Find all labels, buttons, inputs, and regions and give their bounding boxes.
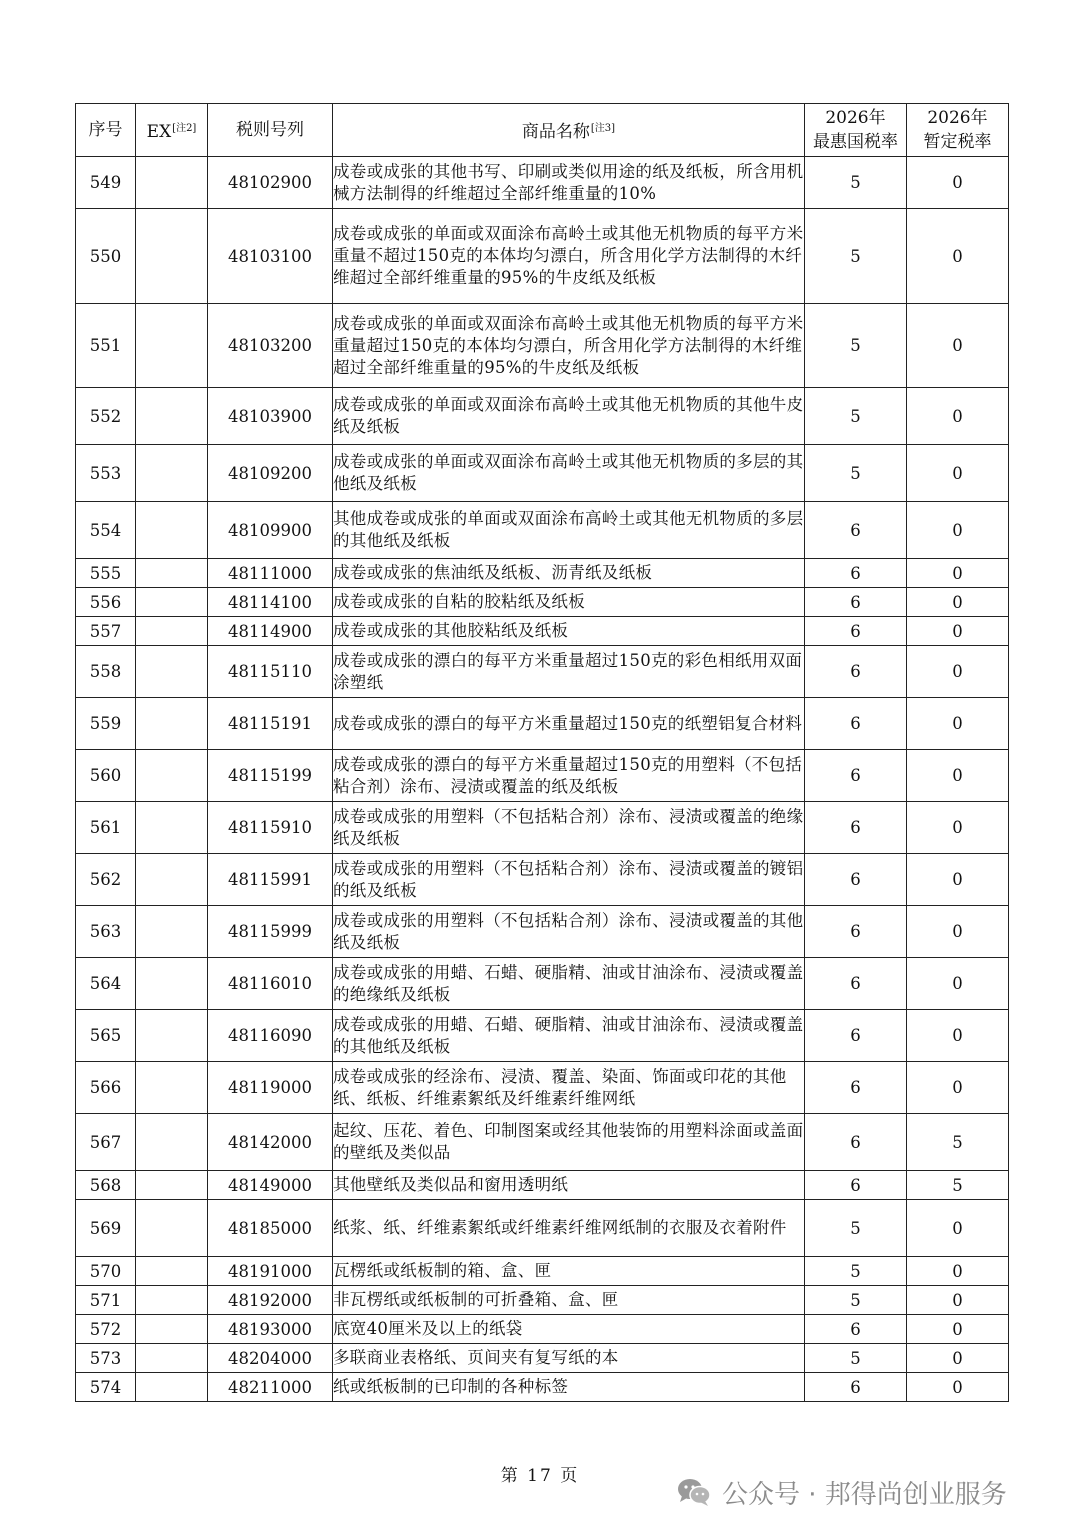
table-row [76, 588, 1009, 617]
header-prov-year: 2026年 [927, 108, 988, 128]
row-tariff-code: 48115991 [208, 854, 333, 906]
row-provisional-rate: 5 [907, 1171, 1009, 1200]
row-provisional-rate: 0 [907, 802, 1009, 854]
row-product-name: 成卷或成张的经涂布、浸渍、覆盖、染面、饰面或印花的其他纸、纸板、纤维素絮纸及纤维素纤维网纸 [333, 1062, 805, 1114]
row-mfn-rate: 5 [805, 209, 907, 304]
table-row [76, 157, 1009, 209]
row-product-name: 成卷或成张的用蜡、石蜡、硬脂精、油或甘油涂布、浸渍或覆盖的绝缘纸及纸板 [333, 958, 805, 1010]
row-ex [136, 304, 208, 388]
row-ex [136, 388, 208, 445]
row-number: 564 [76, 958, 136, 1010]
row-ex [136, 559, 208, 588]
row-number: 569 [76, 1200, 136, 1257]
row-number: 560 [76, 750, 136, 802]
row-product-name: 成卷或成张的单面或双面涂布高岭土或其他无机物质的每平方米重量不超过150克的本体均匀漂白，所含用化学方法制得的木纤维超过全部纤维重量的95%的牛皮纸及纸板 [333, 209, 805, 304]
row-tariff-code: 48103200 [208, 304, 333, 388]
row-mfn-rate: 5 [805, 1200, 907, 1257]
row-provisional-rate: 0 [907, 854, 1009, 906]
wechat-icon [676, 1477, 712, 1507]
row-number: 572 [76, 1315, 136, 1344]
row-provisional-rate: 0 [907, 1286, 1009, 1315]
row-provisional-rate: 0 [907, 1315, 1009, 1344]
header-name-note: [注3] [590, 122, 616, 134]
row-provisional-rate: 0 [907, 157, 1009, 209]
table-row [76, 445, 1009, 502]
table-row [76, 646, 1009, 698]
row-ex [136, 1062, 208, 1114]
row-ex [136, 1257, 208, 1286]
row-ex [136, 1114, 208, 1171]
row-provisional-rate: 0 [907, 1373, 1009, 1402]
row-number: 554 [76, 502, 136, 559]
row-ex [136, 588, 208, 617]
row-tariff-code: 48115910 [208, 802, 333, 854]
row-mfn-rate: 6 [805, 1010, 907, 1062]
table-row [76, 388, 1009, 445]
row-mfn-rate: 6 [805, 698, 907, 750]
row-number: 557 [76, 617, 136, 646]
header-ex-note: [注2] [172, 122, 197, 134]
table-row [76, 304, 1009, 388]
row-ex [136, 502, 208, 559]
row-provisional-rate: 0 [907, 1257, 1009, 1286]
row-number: 565 [76, 1010, 136, 1062]
row-tariff-code: 48103900 [208, 388, 333, 445]
table-row [76, 1344, 1009, 1373]
row-number: 573 [76, 1344, 136, 1373]
table-body [76, 157, 1009, 1402]
row-ex [136, 1315, 208, 1344]
row-number: 562 [76, 854, 136, 906]
row-product-name: 成卷或成张的其他胶粘纸及纸板 [333, 617, 805, 646]
table-row [76, 617, 1009, 646]
row-provisional-rate: 0 [907, 1062, 1009, 1114]
row-product-name: 成卷或成张的焦油纸及纸板、沥青纸及纸板 [333, 559, 805, 588]
table-row [76, 1171, 1009, 1200]
row-product-name: 非瓦楞纸或纸板制的可折叠箱、盒、匣 [333, 1286, 805, 1315]
row-product-name: 成卷或成张的自粘的胶粘纸及纸板 [333, 588, 805, 617]
header-mfn-year: 2026年 [825, 108, 886, 128]
row-provisional-rate: 0 [907, 502, 1009, 559]
row-provisional-rate: 0 [907, 1344, 1009, 1373]
row-tariff-code: 48211000 [208, 1373, 333, 1402]
row-provisional-rate: 0 [907, 1010, 1009, 1062]
row-ex [136, 1171, 208, 1200]
header-provisional-rate [907, 104, 1009, 157]
table-row [76, 1200, 1009, 1257]
row-tariff-code: 48116090 [208, 1010, 333, 1062]
row-number: 550 [76, 209, 136, 304]
row-tariff-code: 48115999 [208, 906, 333, 958]
row-tariff-code: 48115191 [208, 698, 333, 750]
header-code: 税则号列 [208, 104, 333, 157]
header-ex-label: EX [146, 121, 172, 142]
row-ex [136, 854, 208, 906]
row-product-name: 成卷或成张的漂白的每平方米重量超过150克的用塑料（不包括粘合剂）涂布、浸渍或覆盖的纸及纸板 [333, 750, 805, 802]
row-number: 558 [76, 646, 136, 698]
row-product-name: 成卷或成张的用塑料（不包括粘合剂）涂布、浸渍或覆盖的绝缘纸及纸板 [333, 802, 805, 854]
row-product-name: 其他成卷或成张的单面或双面涂布高岭土或其他无机物质的多层的其他纸及纸板 [333, 502, 805, 559]
header-ex [136, 104, 208, 157]
row-ex [136, 958, 208, 1010]
row-mfn-rate: 6 [805, 1315, 907, 1344]
row-tariff-code: 48115199 [208, 750, 333, 802]
row-tariff-code: 48102900 [208, 157, 333, 209]
watermark [676, 1474, 1007, 1510]
table-row [76, 1373, 1009, 1402]
row-product-name: 瓦楞纸或纸板制的箱、盒、匣 [333, 1257, 805, 1286]
row-tariff-code: 48114900 [208, 617, 333, 646]
row-mfn-rate: 6 [805, 617, 907, 646]
table-row [76, 802, 1009, 854]
table-row [76, 1257, 1009, 1286]
row-number: 552 [76, 388, 136, 445]
row-tariff-code: 48142000 [208, 1114, 333, 1171]
row-number: 555 [76, 559, 136, 588]
row-ex [136, 750, 208, 802]
row-provisional-rate: 0 [907, 1200, 1009, 1257]
row-tariff-code: 48109900 [208, 502, 333, 559]
header-name-label: 商品名称 [521, 121, 590, 142]
row-number: 551 [76, 304, 136, 388]
table-row [76, 698, 1009, 750]
row-number: 556 [76, 588, 136, 617]
row-tariff-code: 48185000 [208, 1200, 333, 1257]
row-product-name: 成卷或成张的漂白的每平方米重量超过150克的彩色相纸用双面涂塑纸 [333, 646, 805, 698]
header-name [333, 104, 805, 157]
page-number: 第 17 页 [500, 1466, 580, 1486]
row-tariff-code: 48111000 [208, 559, 333, 588]
row-mfn-rate: 6 [805, 646, 907, 698]
table-row [76, 906, 1009, 958]
row-product-name: 成卷或成张的单面或双面涂布高岭土或其他无机物质的其他牛皮纸及纸板 [333, 388, 805, 445]
row-mfn-rate: 6 [805, 854, 907, 906]
watermark-text: 公众号 · 邦得尚创业服务 [722, 1479, 1007, 1510]
table-row [76, 1114, 1009, 1171]
row-tariff-code: 48103100 [208, 209, 333, 304]
row-mfn-rate: 5 [805, 388, 907, 445]
row-tariff-code: 48119000 [208, 1062, 333, 1114]
table-row [76, 1315, 1009, 1344]
row-mfn-rate: 5 [805, 445, 907, 502]
table-row [76, 854, 1009, 906]
header-mfn-rate [805, 104, 907, 157]
row-mfn-rate: 6 [805, 958, 907, 1010]
row-provisional-rate: 0 [907, 209, 1009, 304]
row-mfn-rate: 6 [805, 1373, 907, 1402]
header-prov-label: 暂定税率 [923, 132, 992, 152]
row-provisional-rate: 0 [907, 698, 1009, 750]
row-provisional-rate: 5 [907, 1114, 1009, 1171]
row-ex [136, 1344, 208, 1373]
header-mfn-label: 最惠国税率 [813, 132, 898, 152]
row-number: 561 [76, 802, 136, 854]
row-product-name: 多联商业表格纸、页间夹有复写纸的本 [333, 1344, 805, 1373]
row-mfn-rate: 6 [805, 1114, 907, 1171]
row-number: 566 [76, 1062, 136, 1114]
row-mfn-rate: 6 [805, 588, 907, 617]
row-product-name: 起纹、压花、着色、印制图案或经其他装饰的用塑料涂面或盖面的壁纸及类似品 [333, 1114, 805, 1171]
row-number: 574 [76, 1373, 136, 1402]
row-number: 563 [76, 906, 136, 958]
row-mfn-rate: 5 [805, 1344, 907, 1373]
row-provisional-rate: 0 [907, 646, 1009, 698]
row-provisional-rate: 0 [907, 445, 1009, 502]
table-row [76, 750, 1009, 802]
header-seq: 序号 [76, 104, 136, 157]
row-ex [136, 157, 208, 209]
row-provisional-rate: 0 [907, 388, 1009, 445]
table-header [76, 104, 1009, 157]
row-ex [136, 1286, 208, 1315]
row-product-name: 其他壁纸及类似品和窗用透明纸 [333, 1171, 805, 1200]
row-tariff-code: 48149000 [208, 1171, 333, 1200]
row-tariff-code: 48116010 [208, 958, 333, 1010]
row-mfn-rate: 6 [805, 502, 907, 559]
row-product-name: 成卷或成张的单面或双面涂布高岭土或其他无机物质的多层的其他纸及纸板 [333, 445, 805, 502]
row-mfn-rate: 6 [805, 559, 907, 588]
row-ex [136, 445, 208, 502]
row-provisional-rate: 0 [907, 750, 1009, 802]
row-provisional-rate: 0 [907, 906, 1009, 958]
row-mfn-rate: 5 [805, 157, 907, 209]
row-number: 570 [76, 1257, 136, 1286]
row-number: 559 [76, 698, 136, 750]
row-tariff-code: 48193000 [208, 1315, 333, 1344]
row-provisional-rate: 0 [907, 559, 1009, 588]
row-ex [136, 646, 208, 698]
row-ex [136, 209, 208, 304]
row-product-name: 成卷或成张的用蜡、石蜡、硬脂精、油或甘油涂布、浸渍或覆盖的其他纸及纸板 [333, 1010, 805, 1062]
row-ex [136, 1373, 208, 1402]
table-row [76, 1286, 1009, 1315]
row-product-name: 底宽40厘米及以上的纸袋 [333, 1315, 805, 1344]
row-product-name: 纸浆、纸、纤维素絮纸或纤维素纤维网纸制的衣服及衣着附件 [333, 1200, 805, 1257]
row-number: 553 [76, 445, 136, 502]
row-number: 568 [76, 1171, 136, 1200]
row-product-name: 成卷或成张的用塑料（不包括粘合剂）涂布、浸渍或覆盖的镀铝的纸及纸板 [333, 854, 805, 906]
row-ex [136, 698, 208, 750]
row-mfn-rate: 6 [805, 1171, 907, 1200]
row-provisional-rate: 0 [907, 958, 1009, 1010]
row-product-name: 成卷或成张的其他书写、印刷或类似用途的纸及纸板，所含用机械方法制得的纤维超过全部纤维重量的10% [333, 157, 805, 209]
row-product-name: 纸或纸板制的已印制的各种标签 [333, 1373, 805, 1402]
row-tariff-code: 48192000 [208, 1286, 333, 1315]
row-tariff-code: 48115110 [208, 646, 333, 698]
row-mfn-rate: 6 [805, 906, 907, 958]
row-mfn-rate: 6 [805, 1062, 907, 1114]
row-provisional-rate: 0 [907, 588, 1009, 617]
row-product-name: 成卷或成张的用塑料（不包括粘合剂）涂布、浸渍或覆盖的其他纸及纸板 [333, 906, 805, 958]
row-mfn-rate: 6 [805, 750, 907, 802]
row-ex [136, 802, 208, 854]
row-product-name: 成卷或成张的漂白的每平方米重量超过150克的纸塑铝复合材料 [333, 698, 805, 750]
row-provisional-rate: 0 [907, 304, 1009, 388]
table-row [76, 958, 1009, 1010]
table-row [76, 559, 1009, 588]
row-tariff-code: 48191000 [208, 1257, 333, 1286]
tariff-table [75, 103, 1009, 1402]
row-ex [136, 906, 208, 958]
row-number: 567 [76, 1114, 136, 1171]
row-tariff-code: 48204000 [208, 1344, 333, 1373]
row-ex [136, 1010, 208, 1062]
row-mfn-rate: 5 [805, 1257, 907, 1286]
table-row [76, 209, 1009, 304]
row-mfn-rate: 5 [805, 1286, 907, 1315]
table-row [76, 1062, 1009, 1114]
row-number: 549 [76, 157, 136, 209]
row-tariff-code: 48114100 [208, 588, 333, 617]
row-number: 571 [76, 1286, 136, 1315]
row-ex [136, 1200, 208, 1257]
row-mfn-rate: 5 [805, 304, 907, 388]
table-row [76, 1010, 1009, 1062]
table-row [76, 502, 1009, 559]
row-mfn-rate: 6 [805, 802, 907, 854]
row-provisional-rate: 0 [907, 617, 1009, 646]
row-product-name: 成卷或成张的单面或双面涂布高岭土或其他无机物质的每平方米重量超过150克的本体均匀漂白，所含用化学方法制得的木纤维超过全部纤维重量的95%的牛皮纸及纸板 [333, 304, 805, 388]
row-ex [136, 617, 208, 646]
row-tariff-code: 48109200 [208, 445, 333, 502]
